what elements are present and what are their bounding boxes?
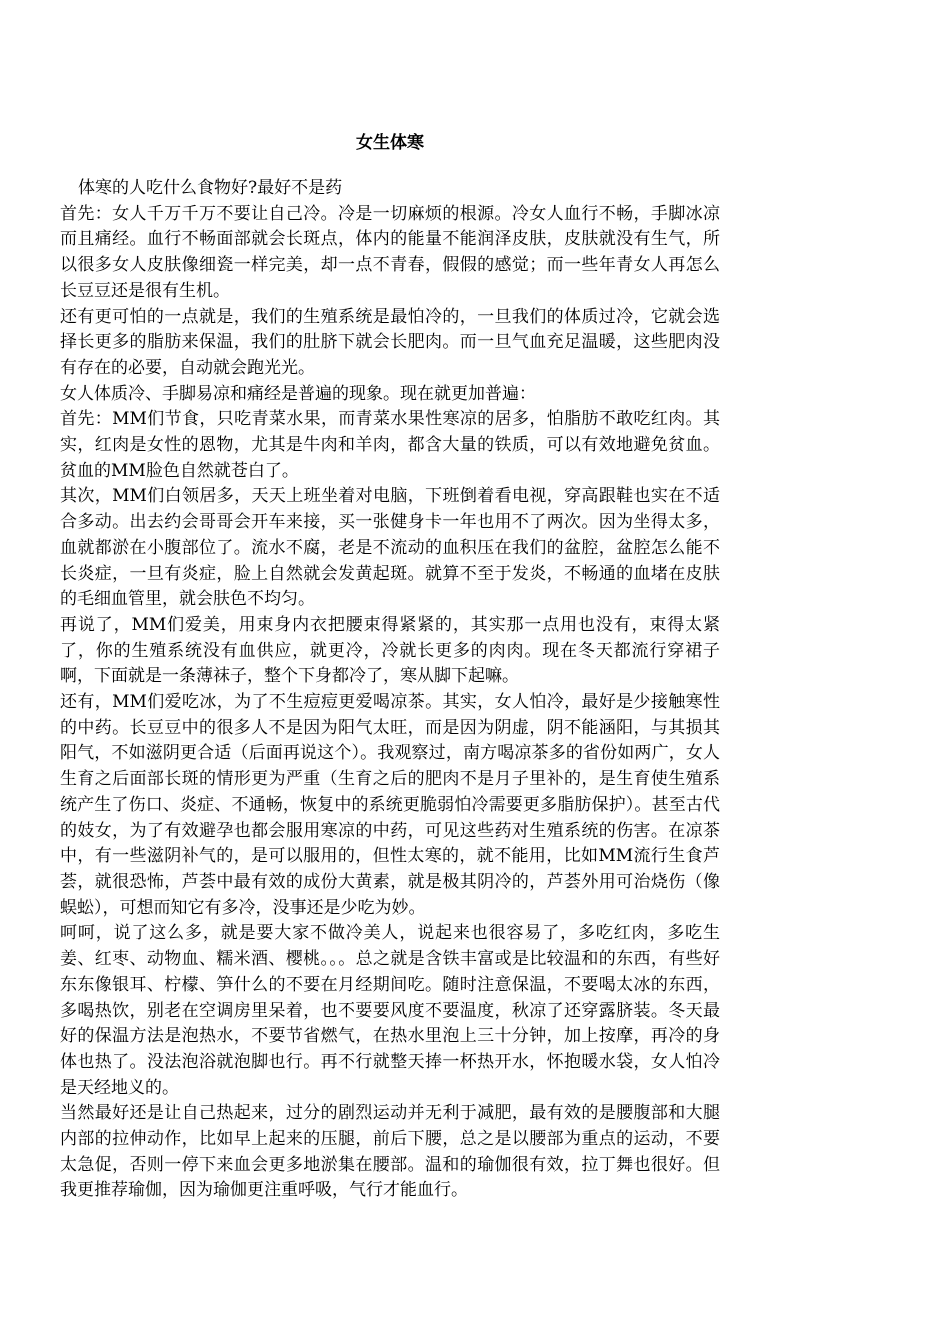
paragraph: 还有更可怕的一点就是，我们的生殖系统是最怕冷的，一旦我们的体质过冷，它就会选择长更多的脂肪来保温，我们的肚脐下就会长肥肉。而一旦气血充足温暖，这些肥肉没有存在的必要，自动就会跑光光。 — [60, 306, 720, 378]
paragraph: 其次，MM们白领居多，天天上班坐着对电脑，下班倒着看电视，穿高跟鞋也实在不适合多动。出去约会哥哥会开车来接，买一张健身卡一年也用不了两次。因为坐得太多，血就都淤在小腹部位了。流水不腐，老是不流动的血积压在我们的盆腔，盆腔怎么能不长炎症，一旦有炎症，脸上自然就会发黄起斑。就算不至于发炎，不畅通的血堵在皮肤的毛细血管里，就会肤色不均匀。 — [60, 486, 720, 610]
paragraph: 当然最好还是让自己热起来，过分的剧烈运动并无利于减肥，最有效的是腰腹部和大腿内部的拉伸动作，比如早上起来的压腿，前后下腰，总之是以腰部为重点的运动，不要太急促，否则一停下来血会更多地淤集在腰部。温和的瑜伽很有效，拉丁舞也很好。但我更推荐瑜伽，因为瑜伽更注重呼吸，气行才能血行。 — [60, 1103, 720, 1201]
paragraph: 首先：女人千万千万不要让自己冷。冷是一切麻烦的根源。冷女人血行不畅，手脚冰凉而且痛经。血行不畅面部就会长斑点，体内的能量不能润泽皮肤，皮肤就没有生气，所以很多女人皮肤像细瓷一样完美，却一点不青春，假假的感觉；而一些年青女人再怎么长豆豆还是很有生机。 — [60, 203, 720, 301]
document-body — [60, 176, 720, 1204]
document-title: 女生体寒 — [356, 133, 424, 153]
paragraph: 还有，MM们爱吃冰，为了不生痘痘更爱喝凉茶。其实，女人怕冷，最好是少接触寒性的中药。长豆豆中的很多人不是因为阳气太旺，而是因为阴虚，阴不能涵阳，与其损其阳气，不如滋阴更合适（后面再说这个）。我观察过，南方喝凉茶多的省份如两广，女人生育之后面部长斑的情形更为严重（生育之后的肥肉不是月子里补的，是生育使生殖系统产生了伤口、炎症、不通畅，恢复中的系统更脆弱怕冷需要更多脂肪保护）。甚至古代的妓女，为了有效避孕也都会服用寒凉的中药，可见这些药对生殖系统的伤害。在凉茶中，有一些滋阴补气的，是可以服用的，但性太寒的，就不能用，比如MM流行生食芦荟，就很恐怖，芦荟中最有效的成份大黄素，就是极其阴冷的，芦荟外用可治烧伤（像蜈蚣），可想而知它有多冷，没事还是少吃为妙。 — [60, 692, 720, 918]
paragraph: 女人体质冷、手脚易凉和痛经是普遍的现象。现在就更加普遍： — [60, 383, 536, 404]
paragraph: 呵呵，说了这么多，就是要大家不做冷美人，说起来也很容易了，多吃红肉，多吃生姜、红枣、动物血、糯米酒、樱桃。。。总之就是含铁丰富或是比较温和的东西，有些好东东像银耳、柠檬、笋什么的不要在月经期间吃。随时注意保温，不要喝太冰的东西，多喝热饮，别老在空调房里呆着，也不要要风度不要温度，秋凉了还穿露脐装。冬天最好的保温方法是泡热水，不要节省燃气，在热水里泡上三十分钟，加上按摩，再冷的身体也热了。没法泡浴就泡脚也行。再不行就整天捧一杯热开水，怀抱暖水袋，女人怕冷是天经地义的。 — [60, 923, 720, 1098]
paragraph: 再说了，MM们爱美，用束身内衣把腰束得紧紧的，其实那一点用也没有，束得太紧了，你的生殖系统没有血供应，就更冷，冷就长更多的肉肉。现在冬天都流行穿裙子啊，下面就是一条薄袜子，整个下身都冷了，寒从脚下起嘛。 — [60, 614, 720, 687]
paragraph: 首先：MM们节食，只吃青菜水果，而青菜水果性寒凉的居多，怕脂肪不敢吃红肉。其实，红肉是女性的恩物，尤其是牛肉和羊肉，都含大量的铁质，可以有效地避免贫血。贫血的MM脸色自然就苍白了。 — [60, 409, 720, 481]
document-subtitle: 体寒的人吃什么食物好?最好不是药 — [78, 178, 343, 198]
